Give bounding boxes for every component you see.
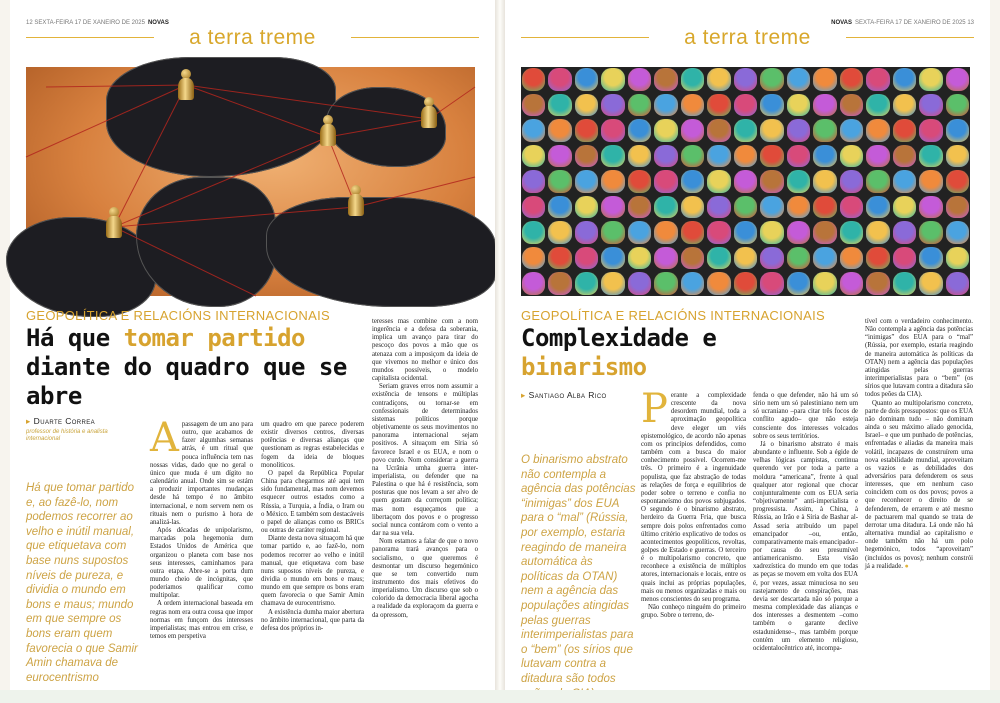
face-tile: [787, 196, 810, 219]
face-tile: [813, 247, 836, 270]
face-tile: [919, 170, 942, 193]
article-column-3: tível com o verdadeiro conhecimento. Não contempla a agência das potências “inimigas” dos EUA para o “mal” (Rússia, por exemplo, estaria reagindo de maneira automática às políticas da OTAN) nem a agência das populações atingidas pelas guerras interimperialistas para o “bem” (os sírios que lutavam contra a ditadura são todos peões da CIA). Quanto ao multipolarismo concreto, parte de dois pressupostos: que os EUA não dominam tudo – não dominam ainda o seu máximo aliado genocida, Israel– e que um punhado de potências, enfrentadas e aliadas da maneira mais volátil, incapazes de construírem uma nova estabilidade mundial, aproveitam os vazios e as debilidades dos adversários para defenderem os seus interesses, que em nenhum caso coincidem com os dos povos; povos a que reconhecer o direito de se defenderem, de errarem e até mesmo de pactuarem mal quando se trata de derrotar uma ditadura. Lá onde não há alternativa mundial ao capitalismo e onde também não há um polo hegemónico, todos “aproveitam” (incluídos os povos); nenhum constrói já a realidade. ●: [865, 318, 973, 570]
byline: ▸ Duarte Correa: [26, 416, 96, 426]
article-column-2: um quadro em que parece poderem existir diversos centros, diversas potências e diversas alianças que questionam as regras estabelecidas e fogem da ideia de bloques monolíticos. O papel da República Popular China para chegarmos até aqui tem sido fundamental, mas nom devemos esquecer outros estados como a Rússia, a Turquia, a Índia, o Iram ou o México. E também som destacáveis o papel de alianças como os BRICs ou outras de caráter regional. Diante desta nova situaçom há que tomar partido e, ao fazê-lo, nom podemos recorrer ao velho e inútil manual, que etiquetava com base nuns supostos níveis de pureza, e dividia o mundo em bons e maus; mundo em que sempre os bons eram quem favorecia o que Samir Amin chamava de eurocentrismo. A existência dumha maior abertura no âmbito internacional, que parta da defesa dos próprios in-: [261, 421, 364, 632]
face-tile: [522, 272, 545, 295]
face-tile: [681, 94, 704, 117]
face-tile: [601, 272, 624, 295]
face-tile: [919, 145, 942, 168]
face-tile: [893, 247, 916, 270]
article-column-3: teresses mas combine com a nom ingerência e a defesa da soberania, implica um avanço para tirar do pescoço dos povos a mão que os atenaza com a imposiçom da ideia de que vivemos no melhor e único dos mundos possíveis, o modelo capitalista ocidental. Seriam graves erros nom assumir a existência de tensons e múltiplas contradiçons, ou tornar-se em confessionais de determinados sistemas políticos porque objetivamente os seus movimentos no panorama internacional sejam positivos. A situaçom em Síria só favorece Israel e os EUA, e nom o povo curdo. Nom considerar a guerra na Ucrânia umha guerra inter-imperialista, ou defender que na Palestina o que há é resistência, som posturas que nos levam a ser alvo de quem gostam da correçom política; mas nom esqueçamos que a libertaçom dos povos e o progresso social nunca contárom com o vento a dar na sua vela. Nom estamos a falar de que o novo panorama trará avanços para o socialismo, o que queremos é desmontar um discurso hegemónico que se tem convertido num instrumento dos mais efetivos do imperialismo. Um discurso que sob o colorido da democracia liberal agocha a realidade da exploraçom da guerra e da opressom,: [372, 318, 478, 619]
face-tile: [707, 272, 730, 295]
face-tile: [866, 247, 889, 270]
face-tile: [548, 196, 571, 219]
face-tile: [760, 272, 783, 295]
end-mark-icon: ●: [904, 562, 909, 570]
face-tile: [522, 247, 545, 270]
face-tile: [522, 119, 545, 142]
face-tile: [548, 145, 571, 168]
face-tile: [654, 272, 677, 295]
face-tile: [840, 145, 863, 168]
face-tile: [734, 247, 757, 270]
right-page: [505, 0, 990, 690]
face-tile: [946, 196, 969, 219]
article-kicker: GEOPOLÍTICA E RELACIÓNS INTERNACIONAIS: [26, 308, 330, 323]
face-tile: [734, 145, 757, 168]
pull-quote: O binarismo abstrato não contempla a agência das potências “inimigas” dos EUA para o “mal” (Rússia, por exemplo, estaria reagindo de maneira automática às políticas da OTAN) nem a agência das populações atingidas pelas guerras interimperialistas para o “bem” (os sírios que lutavam contra a ditadura são todos: [521, 454, 636, 685]
drop-cap: P: [641, 386, 668, 432]
face-tile: [707, 119, 730, 142]
face-tile: [760, 247, 783, 270]
face-tile: [760, 145, 783, 168]
face-tile: [893, 119, 916, 142]
face-tile: [840, 119, 863, 142]
face-tile: [522, 221, 545, 244]
footer-strip: [0, 690, 1000, 703]
face-tile: [787, 272, 810, 295]
face-tile: [522, 68, 545, 91]
face-tile: [813, 94, 836, 117]
face-tile: [787, 94, 810, 117]
face-tile: [840, 68, 863, 91]
left-page: [10, 0, 495, 690]
face-tile: [919, 119, 942, 142]
face-tile: [628, 145, 651, 168]
face-tile: [734, 68, 757, 91]
page-gutter: [495, 0, 505, 690]
face-tile: [601, 119, 624, 142]
face-tile: [628, 221, 651, 244]
face-tile: [601, 196, 624, 219]
face-tile: [734, 170, 757, 193]
face-tile: [707, 94, 730, 117]
pull-quote: Há que tomar partido e, ao fazê-lo, nom podemos recorrer ao velho e inútil manual, que etiquetava com base nuns supostos níveis de pureza, e dividia o mundo em bons e maus; mundo em que sempre os bons eram quem favorecia o que Samir Amin chamava de eurocentrismo: [26, 482, 138, 684]
face-tile: [601, 247, 624, 270]
face-tile: [601, 170, 624, 193]
face-tile: [946, 247, 969, 270]
face-tile: [681, 145, 704, 168]
faces-mosaic-photo: [521, 67, 970, 296]
face-tile: [787, 247, 810, 270]
face-tile: [813, 196, 836, 219]
section-title: a terra treme: [684, 26, 811, 49]
face-tile: [707, 170, 730, 193]
face-tile: [575, 145, 598, 168]
face-tile: [919, 247, 942, 270]
article-column-1: Apassagem de um ano para outro, que acabamos de fazer algumhas semanas atrás, é um ritual que pouca influência tem nas nossas vidas, dado que no geral o único que muda é um dígito no calendário anual. Onde sim se estám a produzir importantes mudanças desde há tempo é no âmbito internacional, e nom servem nem os rituais nem o purismo à hora de analizá-las. Após décadas de unipolarismo, marcadas pola hegemonia dum Estados Unidos de América que organizou o planeta com base nos seus interesses, caminhamos para outra etapa. Abre-se a porta dum mundo cheio de incógnitas, que poderiamos qualificar como multipolar. A ordem internacional baseada em regras nom era outra cousa que impor normas em funçom dos interesses imperialistas; mas entrou em crise, e temos em perspetiva: [150, 415, 253, 641]
face-tile: [946, 94, 969, 117]
map-photo: [26, 67, 475, 296]
face-tile: [760, 94, 783, 117]
face-tile: [760, 119, 783, 142]
face-tile: [893, 196, 916, 219]
face-tile: [919, 94, 942, 117]
face-tile: [840, 170, 863, 193]
page-folio: NOVAS SEXTA-FEIRA 17 DE XANEIRO DE 2025 13: [831, 20, 974, 26]
byline: ▸ Santiago Alba Rico: [521, 390, 607, 400]
article-column-1: Perante a complexidade crescente da nova desordem mundial, toda a aproximação geopolítica deve eleger um viés epistemológico, de acordo não apenas com os princípios defendidos, como também com a busca do maior conhecimento possível. Ocorrem-me três. O primeiro é a ingenuidade populista, que faz abstração de todas as relações de força e equilíbrios de poder sobre o terreno e confia no espontaneísmo dos povos subjugados. O segundo é o binarismo abstrato, herdeiro da Guerra Fria, que busca sempre dois polos enfrentados como último critério explicativo de todos os acontecimentos geopolíticos, revoltas, golpes de Estado e guerras. O terceiro é o multipolarismo concreto, que reconhece a existência de múltiplos atores, internacionais e locais, entre os quais inclui as próprias populações, mais ou menos organizadas e mais ou menos conscientes do seu programa. Não conheço ninguém do primeiro grupo. Sobre o terreno, de-: [641, 386, 746, 620]
face-tile: [946, 68, 969, 91]
face-tile: [893, 94, 916, 117]
face-tile: [707, 221, 730, 244]
face-tile: [681, 221, 704, 244]
face-tile: [866, 119, 889, 142]
section-title: a terra treme: [189, 26, 316, 49]
author-role: professor de história e analista internacional: [26, 429, 108, 442]
face-tile: [787, 119, 810, 142]
face-tile: [787, 145, 810, 168]
face-tile: [575, 221, 598, 244]
face-tile: [654, 145, 677, 168]
face-tile: [866, 68, 889, 91]
face-tile: [893, 145, 916, 168]
face-tile: [654, 68, 677, 91]
face-tile: [601, 145, 624, 168]
face-tile: [654, 247, 677, 270]
face-tile: [840, 272, 863, 295]
face-tile: [548, 68, 571, 91]
face-tile: [628, 94, 651, 117]
face-tile: [840, 247, 863, 270]
face-tile: [760, 196, 783, 219]
face-tile: [866, 196, 889, 219]
face-tile: [946, 170, 969, 193]
face-tile: [866, 94, 889, 117]
face-tile: [628, 68, 651, 91]
face-tile: [813, 68, 836, 91]
face-tile: [654, 221, 677, 244]
article-headline: Há que tomar partido diante do quadro que se abre: [26, 324, 347, 410]
face-tile: [601, 94, 624, 117]
face-tile: [787, 68, 810, 91]
face-tile: [760, 221, 783, 244]
face-tile: [893, 170, 916, 193]
face-tile: [575, 272, 598, 295]
face-tile: [760, 170, 783, 193]
page-folio: 12 SEXTA-FEIRA 17 DE XANEIRO DE 2025 NOVAS: [26, 20, 169, 26]
face-tile: [548, 272, 571, 295]
face-tile: [919, 221, 942, 244]
face-tile: [946, 119, 969, 142]
face-tile: [707, 196, 730, 219]
face-tile: [893, 221, 916, 244]
face-tile: [681, 272, 704, 295]
face-tile: [734, 119, 757, 142]
face-tile: [946, 145, 969, 168]
face-tile: [760, 68, 783, 91]
face-tile: [734, 272, 757, 295]
face-tile: [946, 272, 969, 295]
face-tile: [548, 247, 571, 270]
face-tile: [575, 247, 598, 270]
face-tile: [575, 94, 598, 117]
face-tile: [681, 170, 704, 193]
face-tile: [813, 119, 836, 142]
face-tile: [866, 272, 889, 295]
face-tile: [575, 119, 598, 142]
face-tile: [946, 221, 969, 244]
face-tile: [654, 119, 677, 142]
face-tile: [813, 272, 836, 295]
face-tile: [575, 196, 598, 219]
face-tile: [893, 68, 916, 91]
section-header: [26, 26, 479, 49]
face-tile: [548, 94, 571, 117]
drop-cap: A: [150, 415, 179, 461]
face-tile: [919, 272, 942, 295]
face-tile: [628, 196, 651, 219]
face-tile: [681, 68, 704, 91]
face-tile: [522, 196, 545, 219]
face-tile: [601, 68, 624, 91]
face-tile: [866, 170, 889, 193]
face-tile: [707, 247, 730, 270]
face-tile: [813, 170, 836, 193]
face-tile: [840, 221, 863, 244]
section-header: [521, 26, 974, 49]
face-tile: [866, 221, 889, 244]
face-tile: [787, 221, 810, 244]
face-tile: [628, 170, 651, 193]
face-tile: [919, 68, 942, 91]
face-tile: [734, 221, 757, 244]
face-tile: [654, 170, 677, 193]
face-tile: [840, 196, 863, 219]
face-tile: [707, 145, 730, 168]
face-tile: [787, 170, 810, 193]
face-tile: [681, 119, 704, 142]
face-tile: [548, 170, 571, 193]
face-tile: [654, 94, 677, 117]
face-tile: [548, 119, 571, 142]
article-kicker: GEOPOLÍTICA E RELACIÓNS INTERNACIONAIS: [521, 308, 825, 323]
face-tile: [919, 196, 942, 219]
face-tile: [522, 145, 545, 168]
article-headline: Complexidade e binarismo: [521, 324, 717, 381]
face-tile: [522, 170, 545, 193]
face-tile: [628, 247, 651, 270]
face-tile: [681, 247, 704, 270]
article-column-2: fenda o que defender, não há um só sírio nem um só palestiniano nem um só ucraniano –para citar três focos de conflito agudo– que não esteja consciente dos interesses volcados sobre os seus territórios. Já o binarismo abstrato é mais abundante e influente. Sob a égide de velhas lógicas campistas, continua querendo ver por toda a parte a moldura “americana”, frente à qual qualquer ator regional que chocar conjunturalmente com os EUA seria “objetivamente” anti-imperialista e progressista. Assim, à China, à Rússia, ao Irão e à Síria de Bashar al-Assad seria atribuído um papel emancipador –ou, então, comparativamente mais emancipador– por causa do seu presumível antiamericanismo. Esta visão xadrezística do mundo em que todas as peças se movem em volta dos EUA é, por vezes, assaz minuciosa no seu rastejamento de conspirações, mas devia ser descartada não só porque a mesma complexidade das alianças e dos interesses a desmentem –como também o garante declive estadunidense–, mas também porque contém um elemento religioso, ocidentalocêntrico até, incompa-: [753, 392, 858, 652]
face-tile: [628, 272, 651, 295]
face-tile: [628, 119, 651, 142]
face-tile: [707, 68, 730, 91]
face-tile: [548, 221, 571, 244]
connection-lines: [26, 67, 475, 296]
face-tile: [734, 196, 757, 219]
face-tile: [522, 94, 545, 117]
face-tile: [654, 196, 677, 219]
face-tile: [575, 68, 598, 91]
face-tile: [840, 94, 863, 117]
face-tile: [813, 145, 836, 168]
face-tile: [813, 221, 836, 244]
face-tile: [734, 94, 757, 117]
face-tile: [893, 272, 916, 295]
face-tile: [601, 221, 624, 244]
face-tile: [681, 196, 704, 219]
face-tile: [866, 145, 889, 168]
face-tile: [575, 170, 598, 193]
